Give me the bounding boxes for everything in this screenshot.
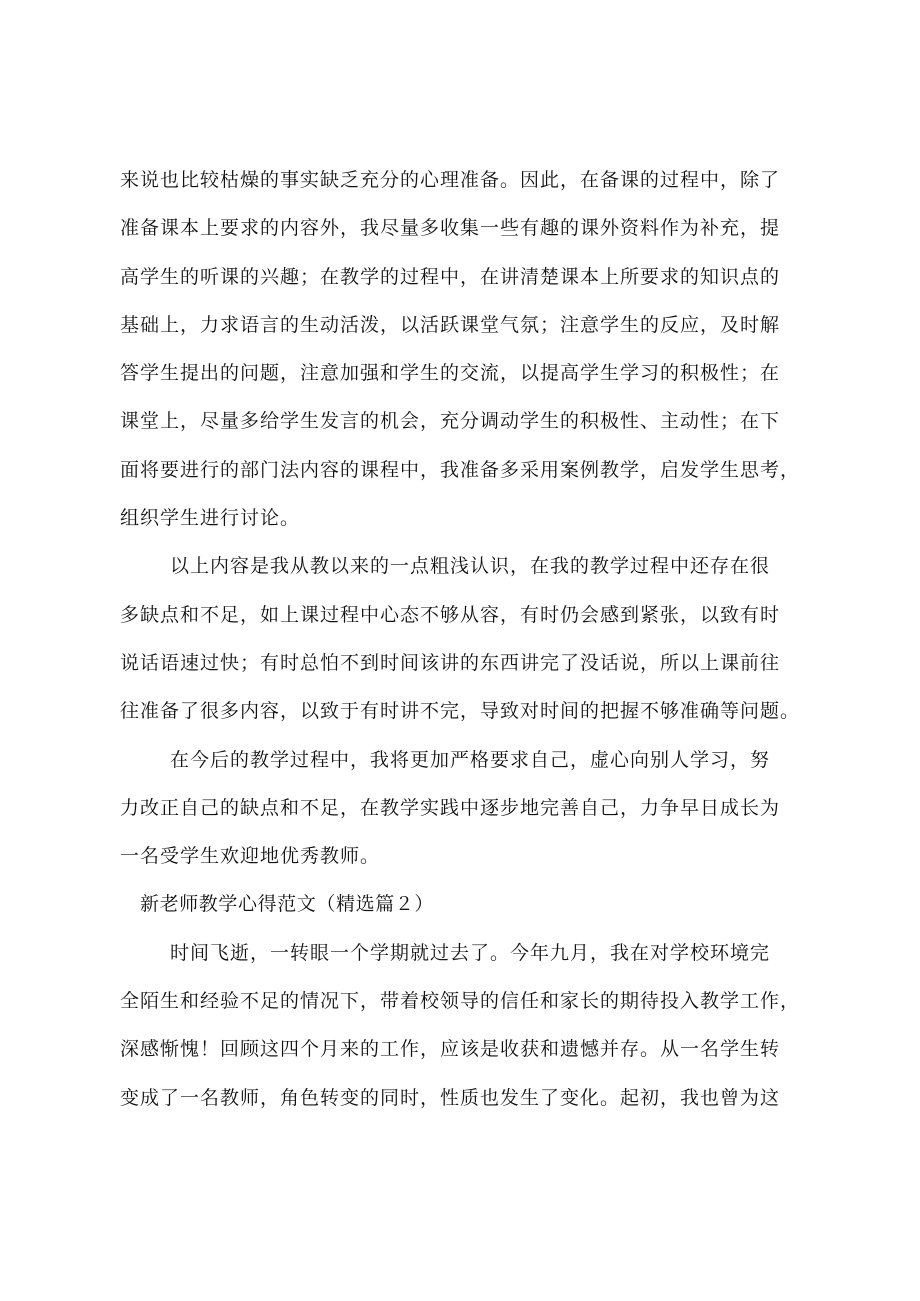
paragraph-line: 说话语速过快；有时总怕不到时间该讲的东西讲完了没话说，所以上课前往 [120,651,781,674]
paragraph-line: 多缺点和不足，如上课过程中心态不够从容，有时仍会感到紧张，以致有时 [120,603,781,626]
paragraph-line: 课堂上，尽量多给学生发言的机会，充分调动学生的积极性、主动性；在下 [120,410,781,433]
paragraph-line: 往准备了很多内容，以致于有时讲不完，导致对时间的把握不够准确等问题。 [120,700,801,723]
paragraph-line: 全陌生和经验不足的情况下，带着校领导的信任和家长的期待投入教学工作， [120,990,801,1013]
paragraph-line: 面将要进行的部门法内容的课程中，我准备多采用案例教学，启发学生思考， [120,458,801,481]
paragraph-line: 高学生的听课的兴趣；在教学的过程中，在讲清楚课本上所要求的知识点的 [120,265,781,288]
document-body [120,156,830,1122]
paragraph-line: 基础上，力求语言的生动活泼，以活跃课堂气氛；注意学生的反应，及时解 [120,313,781,336]
paragraph-line: 时间飞逝，一转眼一个学期就过去了。今年九月，我在对学校环境完 [170,941,771,964]
paragraph-line: 在今后的教学过程中，我将更加严格要求自己，虚心向别人学习，努 [170,748,771,771]
paragraph-line: 变成了一名教师，角色转变的同时，性质也发生了变化。起初，我也曾为这 [120,1086,781,1109]
paragraph-line: 深感惭愧！回顾这四个月来的工作，应该是收获和遗憾并存。从一名学生转 [120,1038,781,1061]
paragraph-line: 力改正自己的缺点和不足，在教学实践中逐步地完善自己，力争早日成长为 [120,796,781,819]
section-heading: 新老师教学心得范文（精选篇２） [140,893,435,916]
paragraph-line: 以上内容是我从教以来的一点粗浅认识，在我的教学过程中还存在很 [170,555,771,578]
paragraph-line: 答学生提出的问题，注意加强和学生的交流，以提高学生学习的积极性；在 [120,362,781,385]
paragraph-line: 来说也比较枯燥的事实缺乏充分的心理准备。因此，在备课的过程中，除了 [120,169,781,191]
paragraph-line: 准备课本上要求的内容外，我尽量多收集一些有趣的课外资料作为补充，提 [120,217,781,240]
paragraph-line: 组织学生进行讨论。 [120,507,301,530]
paragraph-line: 一名受学生欢迎地优秀教师。 [120,845,381,868]
